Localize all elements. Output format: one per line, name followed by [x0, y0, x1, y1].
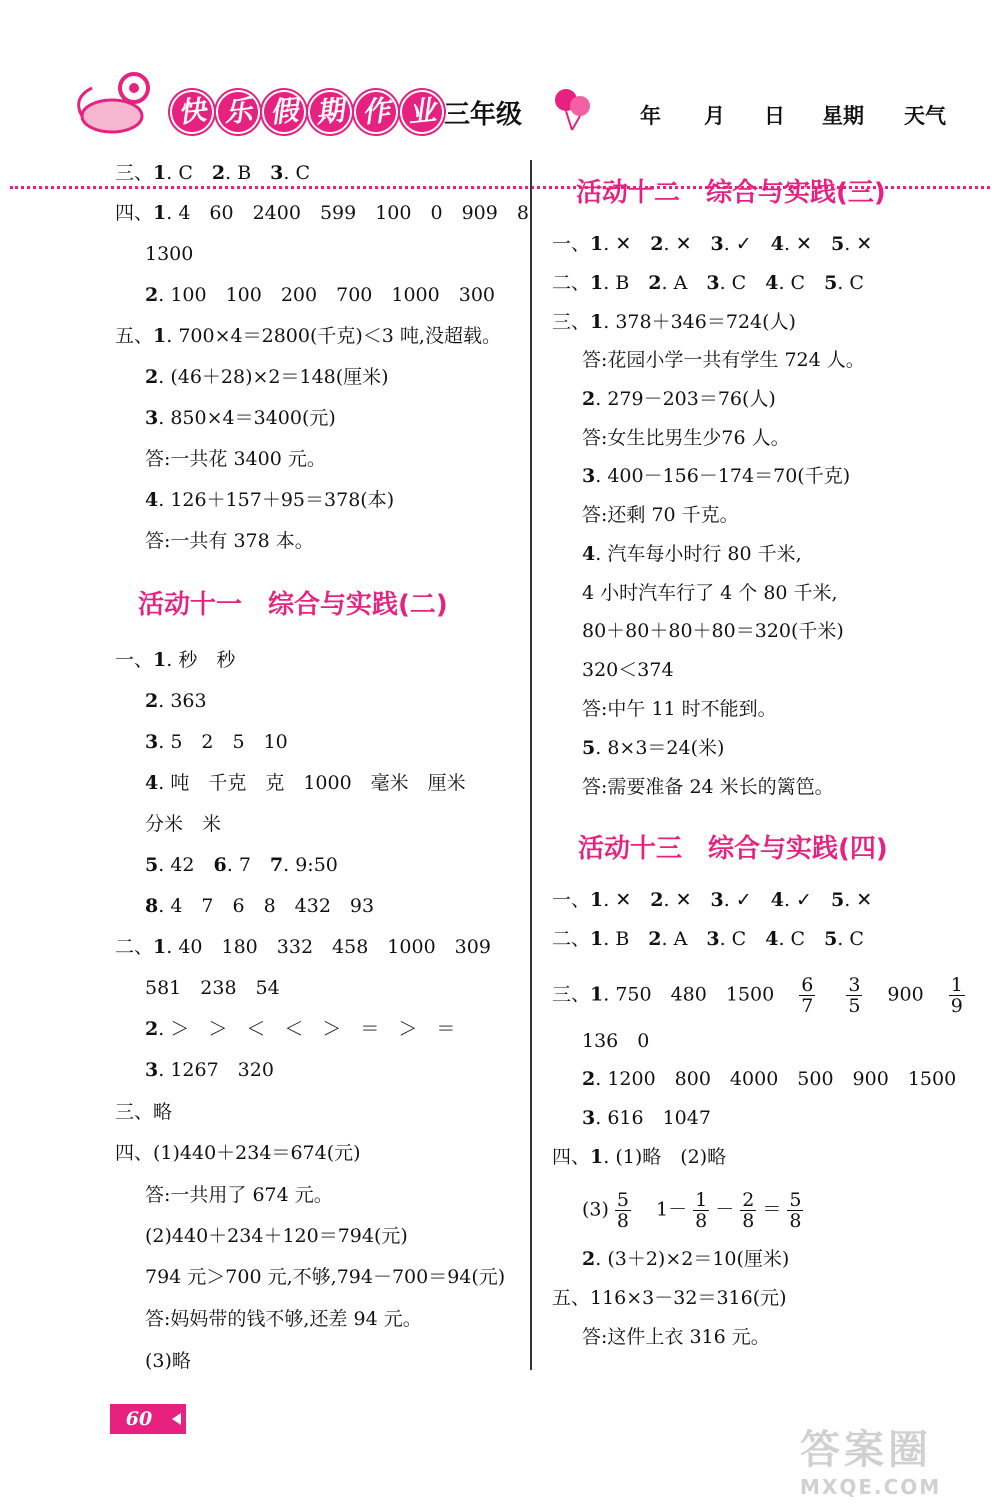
answer-line: 答:一共用了 674 元。 [145, 1184, 333, 1206]
answer-line: 8. 4 7 6 8 432 93 [145, 895, 375, 917]
weekday-label: 星期 [822, 104, 864, 128]
answer-line: 四、1. 4 60 2400 599 100 0 909 8 [115, 202, 529, 224]
answer-line: 4. 汽车每小时行 80 千米, [582, 543, 802, 565]
title-char: 期 [306, 88, 354, 136]
answer-line: 三、1. 750 480 1500 $\frac{6}{7}$ $\frac{3}{5}$ 900 $\frac{1}{9}$ [552, 974, 963, 1017]
weather-label: 天气 [904, 104, 946, 128]
answer-line: 五、1. 700×4＝2800(千克)＜3 吨,没超载。 [115, 325, 501, 347]
answer-line: (3)略 [145, 1350, 191, 1372]
answer-line: 2. 100 100 200 700 1000 300 [145, 284, 495, 306]
answer-line: 三、略 [115, 1101, 173, 1123]
answer-line: 2. ＞ ＞ ＜ ＜ ＞ ＝ ＞ ＝ [145, 1018, 456, 1040]
answer-line: 2. 279－203＝76(人) [582, 388, 776, 410]
page-number: 60 [110, 1404, 168, 1434]
answer-line: 3. 5 2 5 10 [145, 731, 288, 753]
page-arrow-icon [168, 1404, 186, 1434]
page-header [0, 60, 1000, 140]
answer-line: 三、1. 378＋346＝724(人) [552, 311, 796, 333]
answer-line: 2. (3＋2)×2＝10(厘米) [582, 1248, 790, 1270]
answer-line: 2. 1200 800 4000 500 900 1500 [582, 1068, 957, 1090]
answer-line: 2. (46＋28)×2＝148(厘米) [145, 366, 389, 388]
title-char: 乐 [214, 88, 262, 136]
title-char: 快 [168, 88, 216, 136]
answer-line: 四、(1)440＋234＝674(元) [115, 1142, 361, 1164]
answer-line: 1300 [145, 243, 194, 265]
title-char: 作 [352, 88, 400, 136]
answer-line: 794 元＞700 元,不够,794－700＝94(元) [145, 1266, 506, 1288]
answer-line: 答:一共有 378 本。 [145, 530, 314, 552]
answer-line: 3. 616 1047 [582, 1107, 711, 1129]
answer-line: 五、116×3－32＝316(元) [552, 1287, 787, 1309]
answer-line: 二、1. B 2. A 3. C 4. C 5. C [552, 272, 864, 294]
answer-line: 2. 363 [145, 690, 207, 712]
section-heading: 活动十二 综合与实践(三) [576, 178, 886, 208]
section-heading: 活动十一 综合与实践(二) [138, 590, 448, 620]
grade-label: 三年级 [444, 100, 523, 130]
year-label: 年 [640, 104, 661, 128]
answer-line: 二、1. 40 180 332 458 1000 309 [115, 936, 491, 958]
answer-line: 答:还剩 70 千克。 [582, 504, 739, 526]
answer-line: (3) $\frac{5}{8}$ 1－ $\frac{1}{8}$ － $\frac{2}{8}$ ＝ $\frac{5}{8}$ [582, 1189, 802, 1232]
answer-line: 4. 吨 千克 克 1000 毫米 厘米 [145, 772, 466, 794]
answer-line: 4 小时汽车行了 4 个 80 千米, [582, 582, 838, 604]
answer-line: 答:妈妈带的钱不够,还差 94 元。 [145, 1308, 422, 1330]
answer-line: 一、1. 秒 秒 [115, 649, 236, 671]
answer-line: 320＜374 [582, 659, 674, 681]
answer-line: 答:中午 11 时不能到。 [582, 698, 777, 720]
watermark-logo [800, 1418, 990, 1498]
column-divider [530, 160, 532, 1370]
answer-line: 一、1. ✕ 2. ✕ 3. ✓ 4. ✓ 5. ✕ [552, 889, 873, 911]
day-label: 日 [764, 104, 785, 128]
answer-line: 答:女生比男生少76 人。 [582, 427, 790, 449]
answer-line: 分米 米 [145, 813, 222, 835]
watermark-url: MXQE.COM [800, 1475, 942, 1499]
answer-line: 答:一共花 3400 元。 [145, 448, 326, 470]
answer-line: 3. 850×4＝3400(元) [145, 407, 336, 429]
answer-line: 一、1. ✕ 2. ✕ 3. ✓ 4. ✕ 5. ✕ [552, 233, 873, 255]
teapot-logo-icon [72, 68, 162, 138]
answer-line: 答:这件上衣 316 元。 [582, 1326, 770, 1348]
answer-line: 3. 1267 320 [145, 1059, 274, 1081]
answer-line: 5. 42 6. 7 7. 9:50 [145, 854, 338, 876]
answer-line: 四、1. (1)略 (2)略 [552, 1146, 727, 1168]
answer-line: 答:需要准备 24 米长的篱笆。 [582, 776, 834, 798]
watermark-title: 答案圈 [800, 1427, 932, 1473]
title-char: 假 [260, 88, 308, 136]
answer-line: (2)440＋234＋120＝794(元) [145, 1225, 408, 1247]
answer-line: 581 238 54 [145, 977, 280, 999]
answer-line: 答:花园小学一共有学生 724 人。 [582, 349, 865, 371]
answer-line: 136 0 [582, 1030, 650, 1052]
section-heading: 活动十三 综合与实践(四) [578, 834, 888, 864]
month-label: 月 [704, 104, 725, 128]
answer-line: 5. 8×3＝24(米) [582, 737, 725, 759]
answer-line: 3. 400－156－174＝70(千克) [582, 465, 851, 487]
balloon-icon [550, 84, 596, 134]
answer-line: 80＋80＋80＋80＝320(千米) [582, 620, 844, 642]
book-title [170, 90, 444, 136]
answer-line: 二、1. B 2. A 3. C 4. C 5. C [552, 928, 864, 950]
answer-line: 三、1. C 2. B 3. C [115, 162, 311, 184]
answer-line: 4. 126＋157＋95＝378(本) [145, 489, 395, 511]
title-char: 业 [398, 88, 446, 136]
